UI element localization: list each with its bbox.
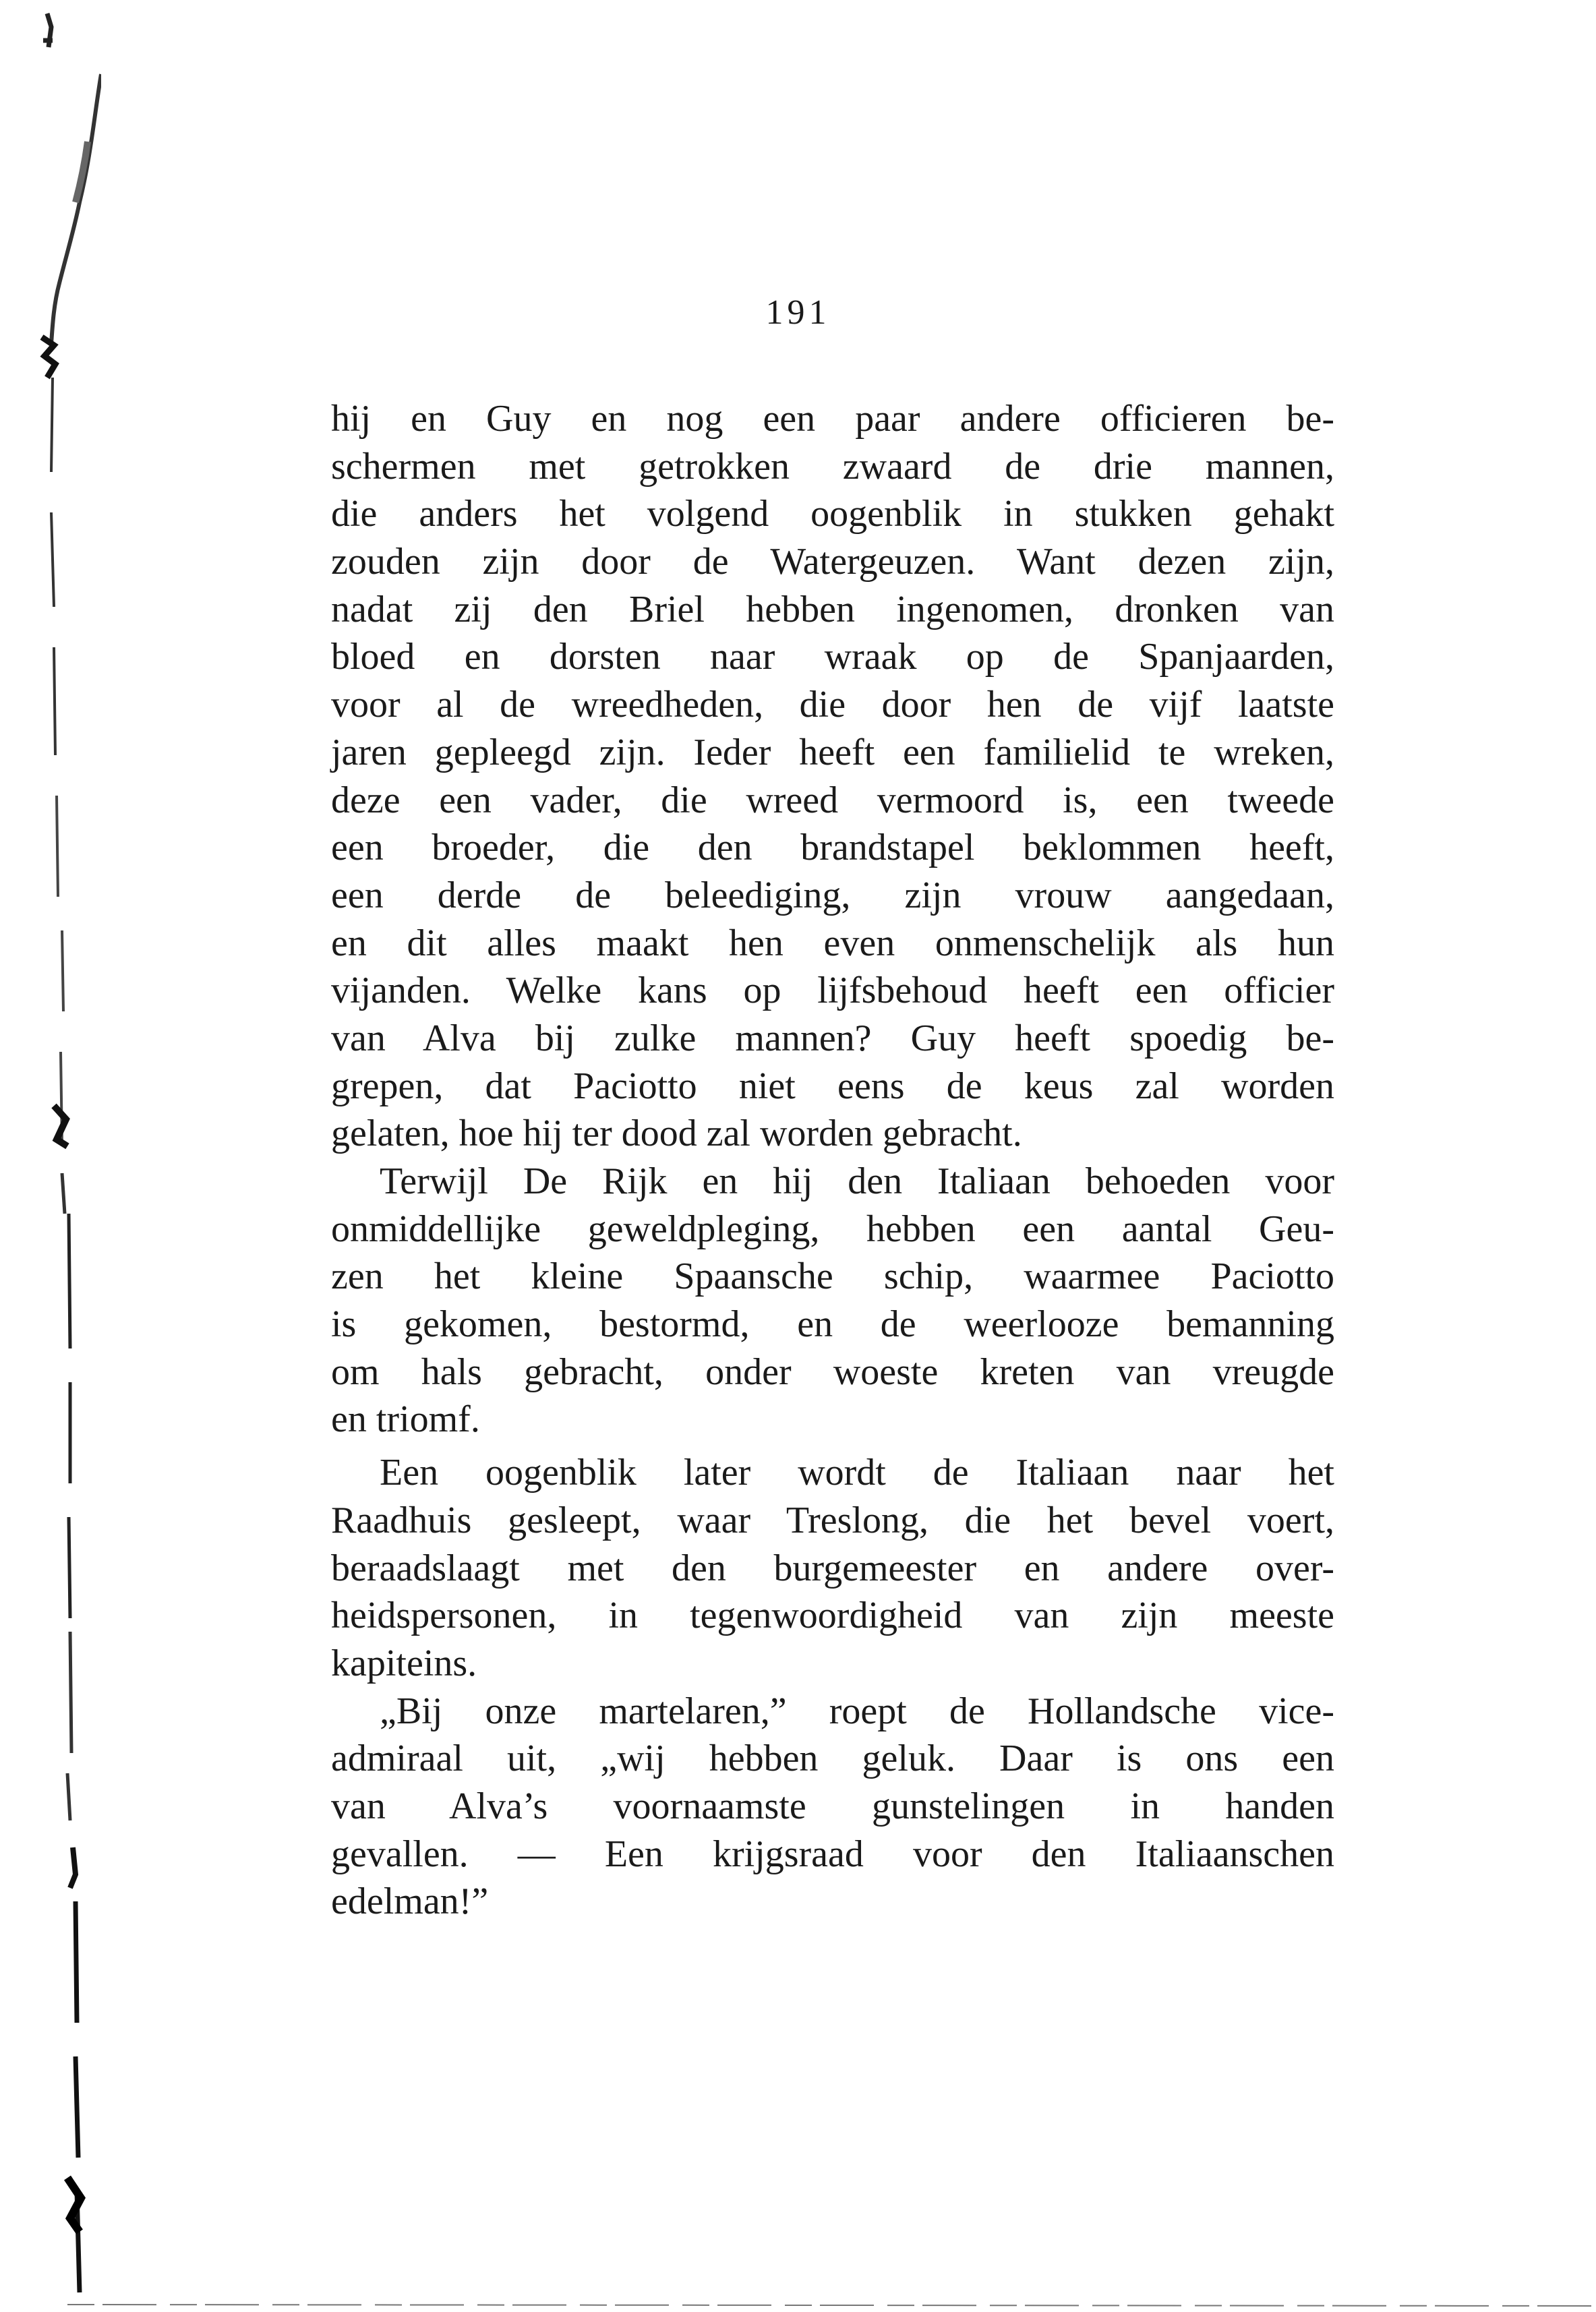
text-line: om hals gebracht, onder woeste kreten van vreugde [331, 1351, 1334, 1393]
text-line: gelaten, hoe hij ter dood zal worden gebracht. [331, 1113, 1022, 1155]
paragraph-spacing [331, 1444, 1334, 1449]
bottom-page-edge [67, 2292, 1596, 2312]
text-line: edelman!” [331, 1880, 489, 1923]
text-line: grepen, dat Paciotto niet eens de keus zal worden [331, 1065, 1334, 1107]
text-line: zen het kleine Spaansche schip, waarmee Paciotto [331, 1255, 1334, 1298]
text-line: Terwijl De Rijk en hij den Italiaan behoeden voor [380, 1160, 1334, 1202]
text-line: „Bij onze martelaren,” roept de Hollandsche vice- [380, 1690, 1334, 1732]
text-line: bloed en dorsten naar wraak op de Spanjaarden, [331, 636, 1334, 678]
text-line: van Alva’s voornaamste gunstelingen in handen [331, 1785, 1334, 1827]
text-line: jaren gepleegd zijn. Ieder heeft een familielid te wreken, [331, 731, 1334, 773]
text-line: een broeder, die den brandstapel beklommen heeft, [331, 827, 1334, 869]
text-line: en dit alles maakt hen even onmenschelijk als hun [331, 922, 1334, 964]
text-line: nadat zij den Briel hebben ingenomen, dronken van [331, 588, 1334, 630]
text-line: onmiddellijke geweldpleging, hebben een aantal Geu- [331, 1208, 1334, 1250]
text-line: en triomf. [331, 1398, 480, 1441]
text-line: van Alva bij zulke mannen? Guy heeft spoedig be- [331, 1017, 1334, 1059]
text-line: kapiteins. [331, 1642, 477, 1684]
text-line: Raadhuis gesleept, waar Treslong, die het bevel voert, [331, 1499, 1334, 1541]
binding-edge-shadow [0, 0, 101, 2312]
page-number: 191 [765, 293, 831, 332]
text-line: gevallen. — Een krijgsraad voor den Italiaanschen [331, 1833, 1334, 1875]
text-line: is gekomen, bestormd, en de weerlooze bemanning [331, 1303, 1334, 1346]
text-line: heidspersonen, in tegenwoordigheid van zijn meeste [331, 1595, 1334, 1637]
text-line: schermen met getrokken zwaard de drie mannen, [331, 445, 1334, 487]
text-line: zouden zijn door de Watergeuzen. Want dezen zijn, [331, 541, 1334, 583]
paragraph-4 [331, 1688, 1334, 1926]
text-line: deze een vader, die wreed vermoord is, een tweede [331, 779, 1334, 821]
body-text [331, 395, 1334, 1926]
text-line: vijanden. Welke kans op lijfsbehoud heeft een officier [331, 970, 1334, 1012]
text-line: hij en Guy en nog een paar andere officieren be- [331, 398, 1334, 440]
text-line: een derde de beleediging, zijn vrouw aangedaan, [331, 874, 1334, 916]
text-line: admiraal uit, „wij hebben geluk. Daar is ons een [331, 1738, 1334, 1780]
text-line: beraadslaagt met den burgemeester en andere over- [331, 1547, 1334, 1589]
text-line: die anders het volgend oogenblik in stukken gehakt [331, 493, 1334, 535]
paragraph-1 [331, 395, 1334, 1158]
text-line: Een oogenblik later wordt de Italiaan naar het [380, 1452, 1334, 1494]
paragraph-2 [331, 1158, 1334, 1444]
paragraph-3 [331, 1449, 1334, 1687]
text-line: voor al de wreedheden, die door hen de vijf laatste [331, 684, 1334, 726]
